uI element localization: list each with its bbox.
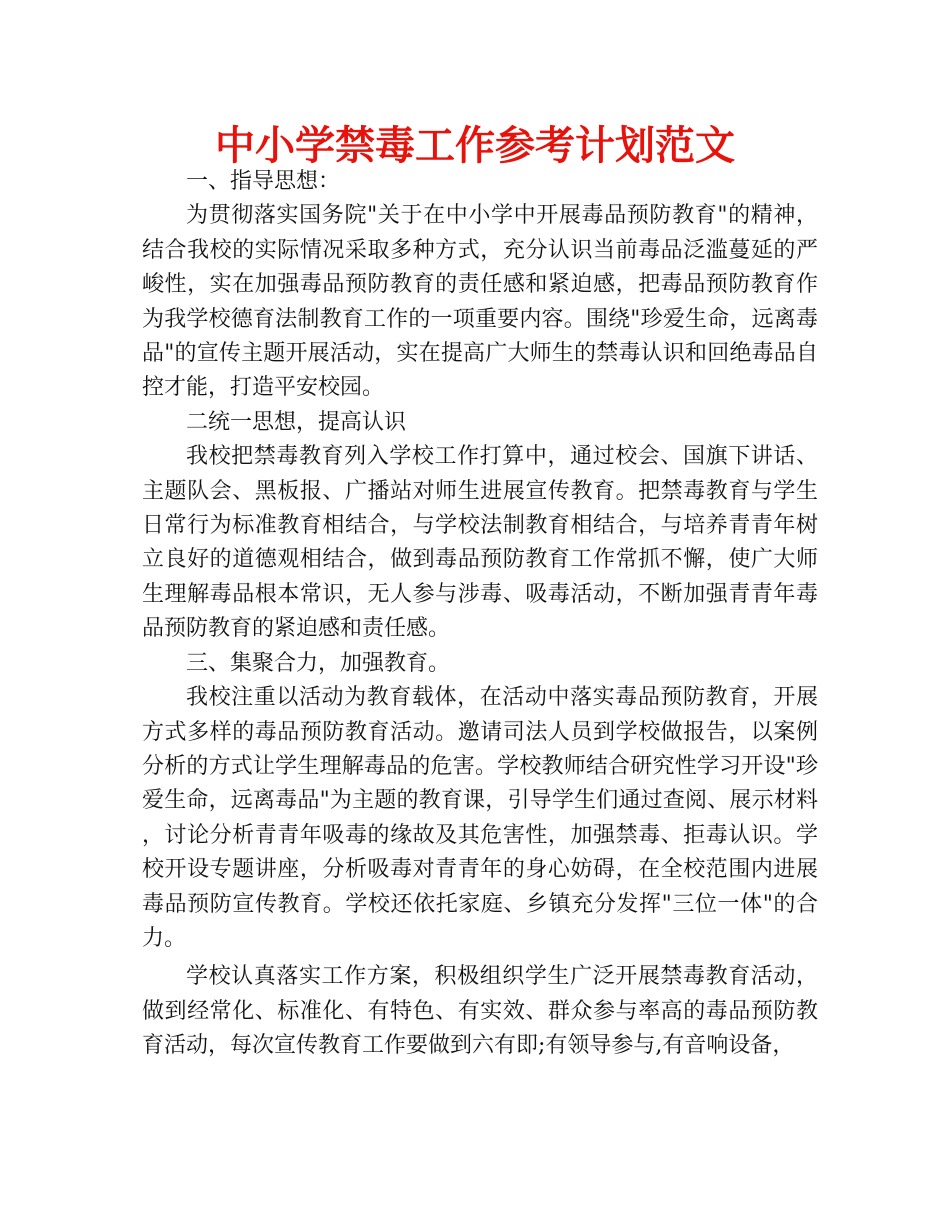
section-heading-gather-forces: 三、集聚合力，加强教育。 <box>186 650 451 676</box>
document-body <box>142 165 818 1064</box>
section-heading-unify-thinking: 二统一思想，提高认识 <box>186 409 407 435</box>
paragraph-unify-thinking: 我校把禁毒教育列入学校工作打算中，通过校会、国旗下讲话、主题队会、黑板报、广播站对师生进展宣传教育。把禁毒教育与学生日常行为标准教育相结合，与学校法制教育相结合，与培养青青年树立良好的道德观相结合，做到毒品预防教育工作常抓不懈，使广大师生理解毒品根本常识，无人参与涉毒、吸毒活动，不断加强青青年毒品预防教育的紧迫感和责任感。 <box>142 444 818 642</box>
document-title: 中小学禁毒工作参考计划范文 <box>215 123 735 169</box>
paragraph-implementation: 学校认真落实工作方案，积极组织学生广泛开展禁毒教育活动，做到经常化、标准化、有特色、有实效、群众参与率高的毒品预防教育活动，每次宣传教育工作要做到六有即;有领导参与,有音响设备， <box>142 964 818 1059</box>
paragraph-activities: 我校注重以活动为教育载体，在活动中落实毒品预防教育，开展方式多样的毒品预防教育活动。邀请司法人员到学校做报告，以案例分析的方式让学生理解毒品的危害。学校教师结合研究性学习开设"珍爱生命，远离毒品"为主题的教育课，引导学生们通过查阅、展示材料，讨论分析青青年吸毒的缘故及其危害性，加强禁毒、拒毒认识。学校开设专题讲座，分析吸毒对青青年的身心妨碍，在全校范围内进展毒品预防宣传教育。学校还依托家庭、乡镇充分发挥"三位一体"的合力。 <box>142 685 818 951</box>
section-heading-guiding-thought: 一、指导思想： <box>186 169 341 194</box>
paragraph-guiding-thought: 为贯彻落实国务院"关于在中小学中开展毒品预防教育"的精神，结合我校的实际情况采取多种方式，充分认识当前毒品泛滥蔓延的严峻性，实在加强毒品预防教育的责任感和紧迫感，把毒品预防教育作为我学校德育法制教育工作的一项重要内容。围绕"珍爱生命，远离毒品"的宣传主题开展活动，实在提高广大师生的禁毒认识和回绝毒品自控才能，打造平安校园。 <box>142 203 818 401</box>
